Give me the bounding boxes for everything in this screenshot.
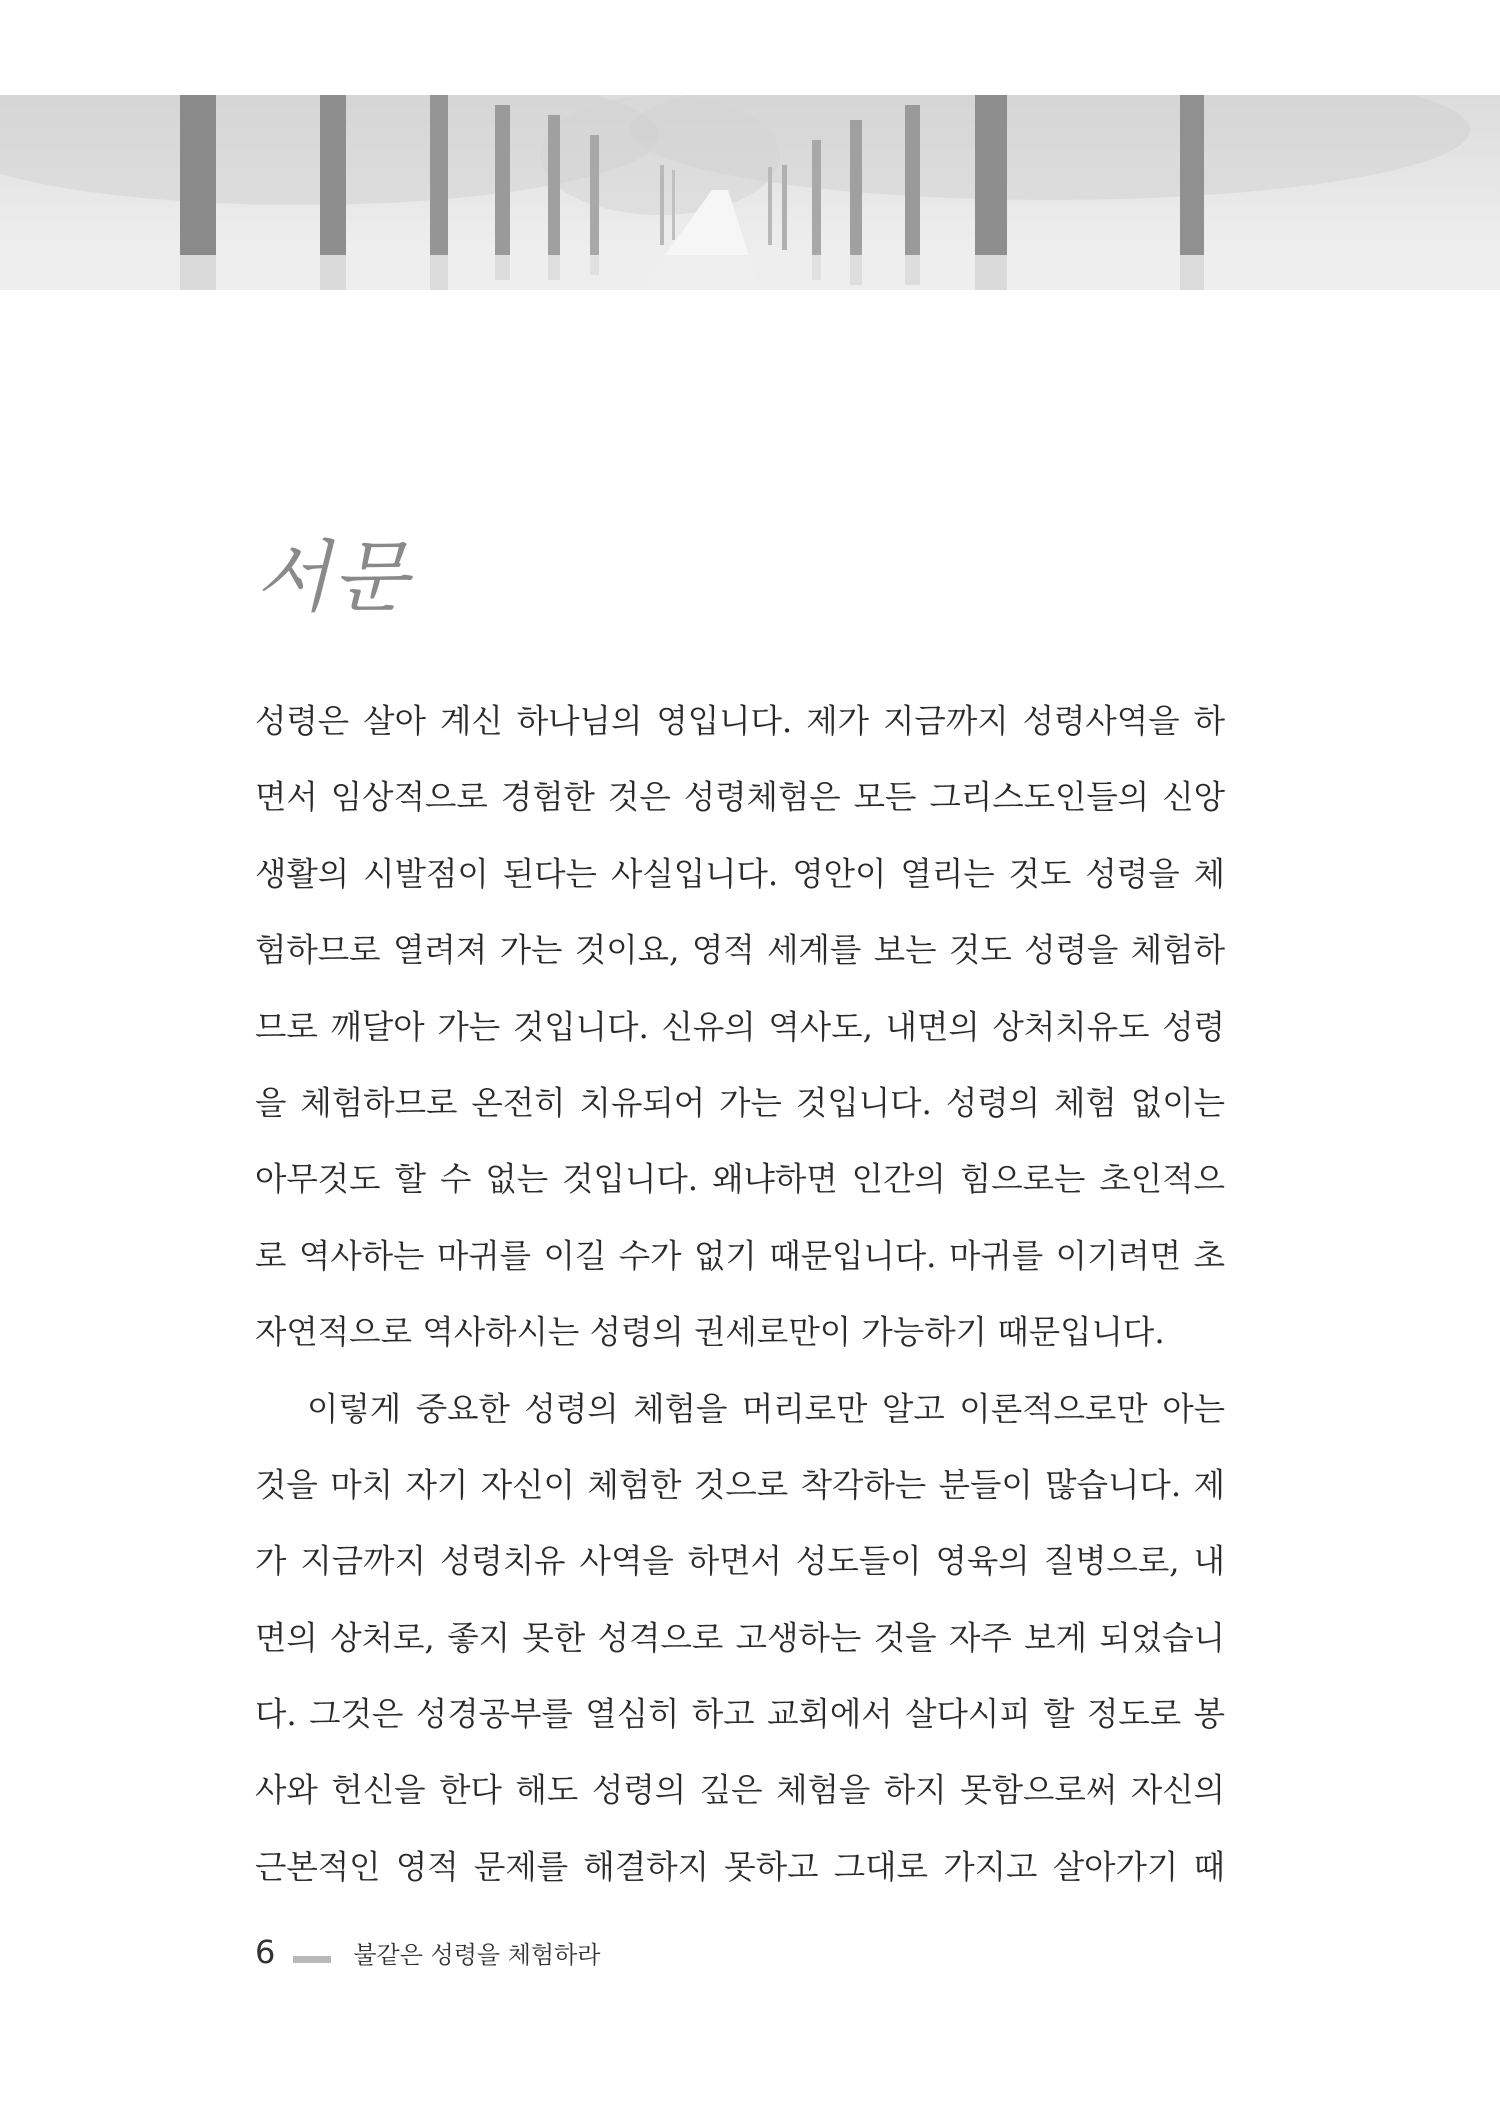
page-footer (255, 1932, 600, 1972)
text-line: 가 지금까지 성령치유 사역을 하면서 성도들이 영육의 질병으로, 내 (255, 1542, 1225, 1581)
text-line: 을 체험하므로 온전히 치유되어 가는 것입니다. 성령의 체험 없이는 (255, 1083, 1225, 1122)
text-line: 근본적인 영적 문제를 해결하지 못하고 그대로 가지고 살아가기 때 (255, 1847, 1225, 1886)
footer-divider (293, 1956, 331, 1963)
running-title: 불같은 성령을 체험하라 (353, 1940, 601, 1969)
text-line: 사와 헌신을 한다 해도 성령의 깊은 체험을 하지 못함으로써 자신의 (255, 1771, 1225, 1810)
text-line: 자연적으로 역사하시는 성령의 권세로만이 가능하기 때문입니다. (255, 1313, 1165, 1352)
text-line: 면의 상처로, 좋지 못한 성격으로 고생하는 것을 자주 보게 되었습니 (255, 1618, 1225, 1657)
chapter-title: 서문 (255, 533, 410, 623)
misty-tree-avenue-illustration (0, 95, 1500, 290)
text-line: 아무것도 할 수 없는 것입니다. 왜냐하면 인간의 힘으로는 초인적으 (255, 1160, 1225, 1199)
header-banner-image (0, 95, 1500, 290)
text-line: 므로 깨달아 가는 것입니다. 신유의 역사도, 내면의 상처치유도 성령 (255, 1007, 1225, 1046)
text-line: 것을 마치 자기 자신이 체험한 것으로 착각하는 분들이 많습니다. 제 (255, 1465, 1225, 1504)
text-line: 생활의 시발점이 된다는 사실입니다. 영안이 열리는 것도 성령을 체 (255, 854, 1225, 893)
body-text (255, 683, 1225, 1905)
text-line: 성령은 살아 계신 하나님의 영입니다. 제가 지금까지 성령사역을 하 (255, 702, 1225, 740)
text-line: 이렇게 중요한 성령의 체험을 머리로만 알고 이론적으로만 아는 (307, 1389, 1225, 1428)
text-line: 로 역사하는 마귀를 이길 수가 없기 때문입니다. 마귀를 이기려면 초 (255, 1236, 1225, 1275)
text-line: 면서 임상적으로 경험한 것은 성령체험은 모든 그리스도인들의 신앙 (255, 778, 1225, 817)
text-line: 다. 그것은 성경공부를 열심히 하고 교회에서 살다시피 할 정도로 봉 (255, 1695, 1225, 1734)
text-line: 험하므로 열려져 가는 것이요, 영적 세계를 보는 것도 성령을 체험하 (255, 931, 1225, 970)
page-number: 6 (255, 1933, 276, 1971)
